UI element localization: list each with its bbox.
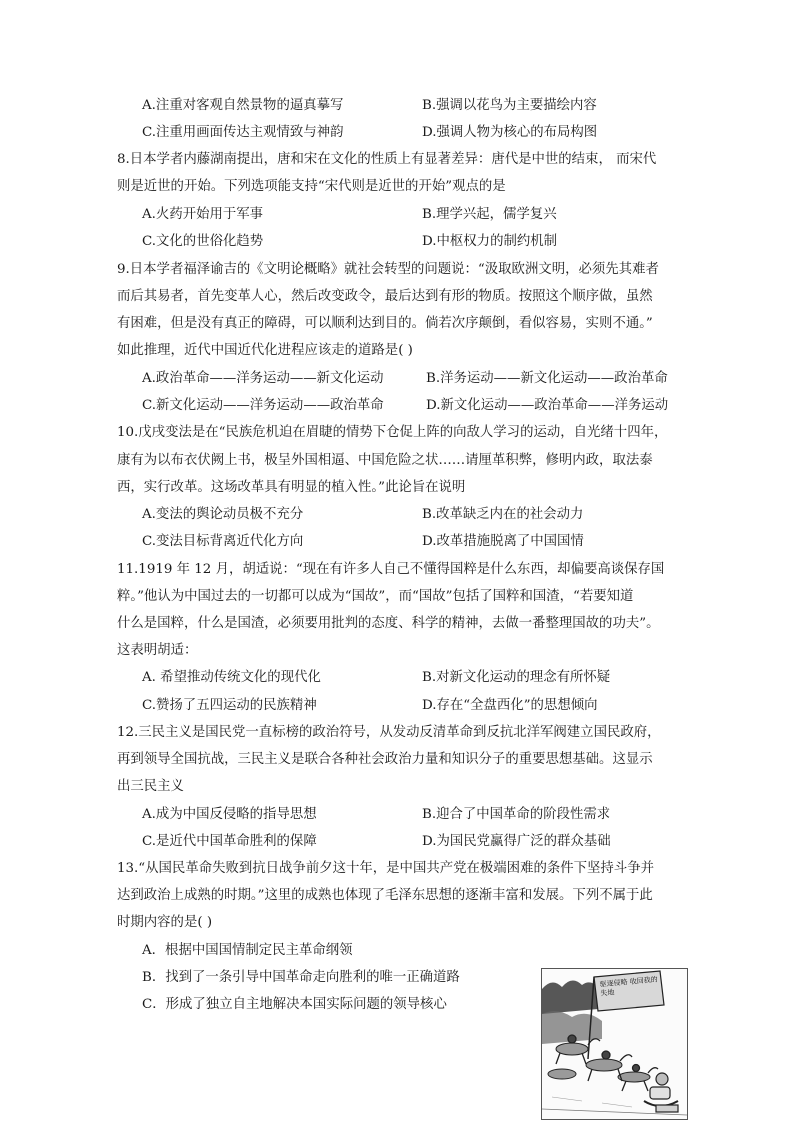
q13-stem-line-1: 13.“从国民革命失败到抗日战争前夕这十年，是中国共产党在极端困难的条件下坚持斗争并 xyxy=(117,861,654,876)
q12-stem-line-3: 出三民主义 xyxy=(117,779,184,794)
q13-stem-line-2: 达到政治上成熟的时期。”这里的成熟也体现了毛泽东思想的逐渐丰富和发展。下列不属于此 xyxy=(117,888,653,903)
prev-option-a: A.注重对客观自然景物的逼真摹写 xyxy=(142,98,344,113)
q9-stem-line-4: 如此推理，近代中国近代化进程应该走的道路是( ) xyxy=(117,343,413,358)
q13-option-a: A．根据中国国情制定民主革命纲领 xyxy=(142,943,353,958)
prev-option-d: D.强调人物为核心的布局构图 xyxy=(422,125,598,140)
q12-option-c: C.是近代中国革命胜利的保障 xyxy=(142,834,317,849)
q9-option-d: D.新文化运动——政治革命——洋务运动 xyxy=(426,398,669,413)
q8-option-d: D.中枢权力的制约机制 xyxy=(422,234,558,249)
q10-stem-line-1: 10.戊戌变法是在“民族危机迫在眉睫的情势下仓促上阵的向敌人学习的运动，自光绪十四年， xyxy=(117,425,668,440)
q11-stem-line-1: 11.1919 年 12 月，胡适说：“现在有许多人自己不懂得国粹是什么东西，却偏要高谈保存国 xyxy=(117,562,665,577)
q8-stem-line-2: 则是近世的开始。下列选项能支持“宋代则是近世的开始”观点的是 xyxy=(117,179,506,194)
q9-stem-line-1: 9.日本学者福泽谕吉的《文明论概略》就社会转型的问题说：“汲取欧洲文明，必须先其难者 xyxy=(117,262,659,277)
q12-stem-line-2: 再到领导全国抗战，三民主义是联合各种社会政治力量和知识分子的重要思想基础。这显示 xyxy=(117,752,653,767)
q11-option-b: B.对新文化运动的理念有所怀疑 xyxy=(422,670,611,685)
q11-stem-line-2: 粹。”他认为中国过去的一切都可以成为“国故”，而“国故”包括了国粹和国渣，“若要知道 xyxy=(117,589,634,604)
prev-option-b: B.强调以花鸟为主要描绘内容 xyxy=(422,98,597,113)
q11-stem-line-3: 什么是国粹，什么是国渣，必须要用批判的态度、科学的精神，去做一番整理国故的功夫”。 xyxy=(117,616,660,631)
q11-option-c: C.赞扬了五四运动的民族精神 xyxy=(142,698,317,713)
q9-option-c: C.新文化运动——洋务运动——政治革命 xyxy=(142,398,384,413)
q12-option-a: A.成为中国反侵略的指导思想 xyxy=(142,807,317,822)
q11-option-d: D.存在“全盘西化”的思想倾向 xyxy=(422,698,598,713)
q10-option-c: C.变法目标背离近代化方向 xyxy=(142,534,304,549)
q13-option-b: B．找到了一条引导中国革命走向胜利的唯一正确道路 xyxy=(142,970,460,985)
q9-stem-line-2: 而后其易者，首先变革人心，然后改变政令，最后达到有形的物质。按照这个顺序做，虽然 xyxy=(117,289,653,304)
political-cartoon xyxy=(541,968,688,1120)
q9-stem-line-3: 有困难，但是没有真正的障碍，可以顺利达到目的。倘若次序颠倒，看似容易，实则不通。” xyxy=(117,316,653,331)
q8-option-c: C.文化的世俗化趋势 xyxy=(142,234,264,249)
q11-option-a: A. 希望推动传统文化的现代化 xyxy=(142,670,321,685)
q10-stem-line-2: 康有为以布衣伏阙上书，极呈外国相逼、中国危险之状……请厘革积弊，修明内政，取法泰 xyxy=(117,453,653,468)
cartoon-banner-text: 驱逐侵略 收回我的失地 xyxy=(599,975,659,998)
q8-option-a: A.火药开始用于军事 xyxy=(142,207,264,222)
q11-stem-line-4: 这表明胡适： xyxy=(117,643,198,658)
q8-option-b: B.理学兴起，儒学复兴 xyxy=(422,207,557,222)
q10-option-d: D.改革措施脱离了中国国情 xyxy=(422,534,584,549)
q8-stem-line-1: 8.日本学者内藤湖南提出，唐和宋在文化的性质上有显著差异：唐代是中世的结束， 而宋代 xyxy=(117,152,657,167)
q13-option-c: C．形成了独立自主地解决本国实际问题的领导核心 xyxy=(142,997,447,1012)
q12-option-b: B.迎合了中国革命的阶段性需求 xyxy=(422,807,611,822)
prev-option-c: C.注重用画面传达主观情致与神韵 xyxy=(142,125,344,140)
q9-option-b: B.洋务运动——新文化运动——政治革命 xyxy=(426,371,668,386)
q13-stem-line-3: 时期内容的是( ) xyxy=(117,915,213,930)
q12-stem-line-1: 12.三民主义是国民党一直标榜的政治符号，从发动反清革命到反抗北洋军阀建立国民政府， xyxy=(117,725,661,740)
q10-option-b: B.改革缺乏内在的社会动力 xyxy=(422,507,584,522)
q12-option-d: D.为国民党赢得广泛的群众基础 xyxy=(422,834,611,849)
q9-option-a: A.政治革命——洋务运动——新文化运动 xyxy=(142,371,384,386)
q10-option-a: A.变法的舆论动员极不充分 xyxy=(142,507,304,522)
q10-stem-line-3: 西，实行改革。这场改革具有明显的植入性。”此论旨在说明 xyxy=(117,480,466,495)
